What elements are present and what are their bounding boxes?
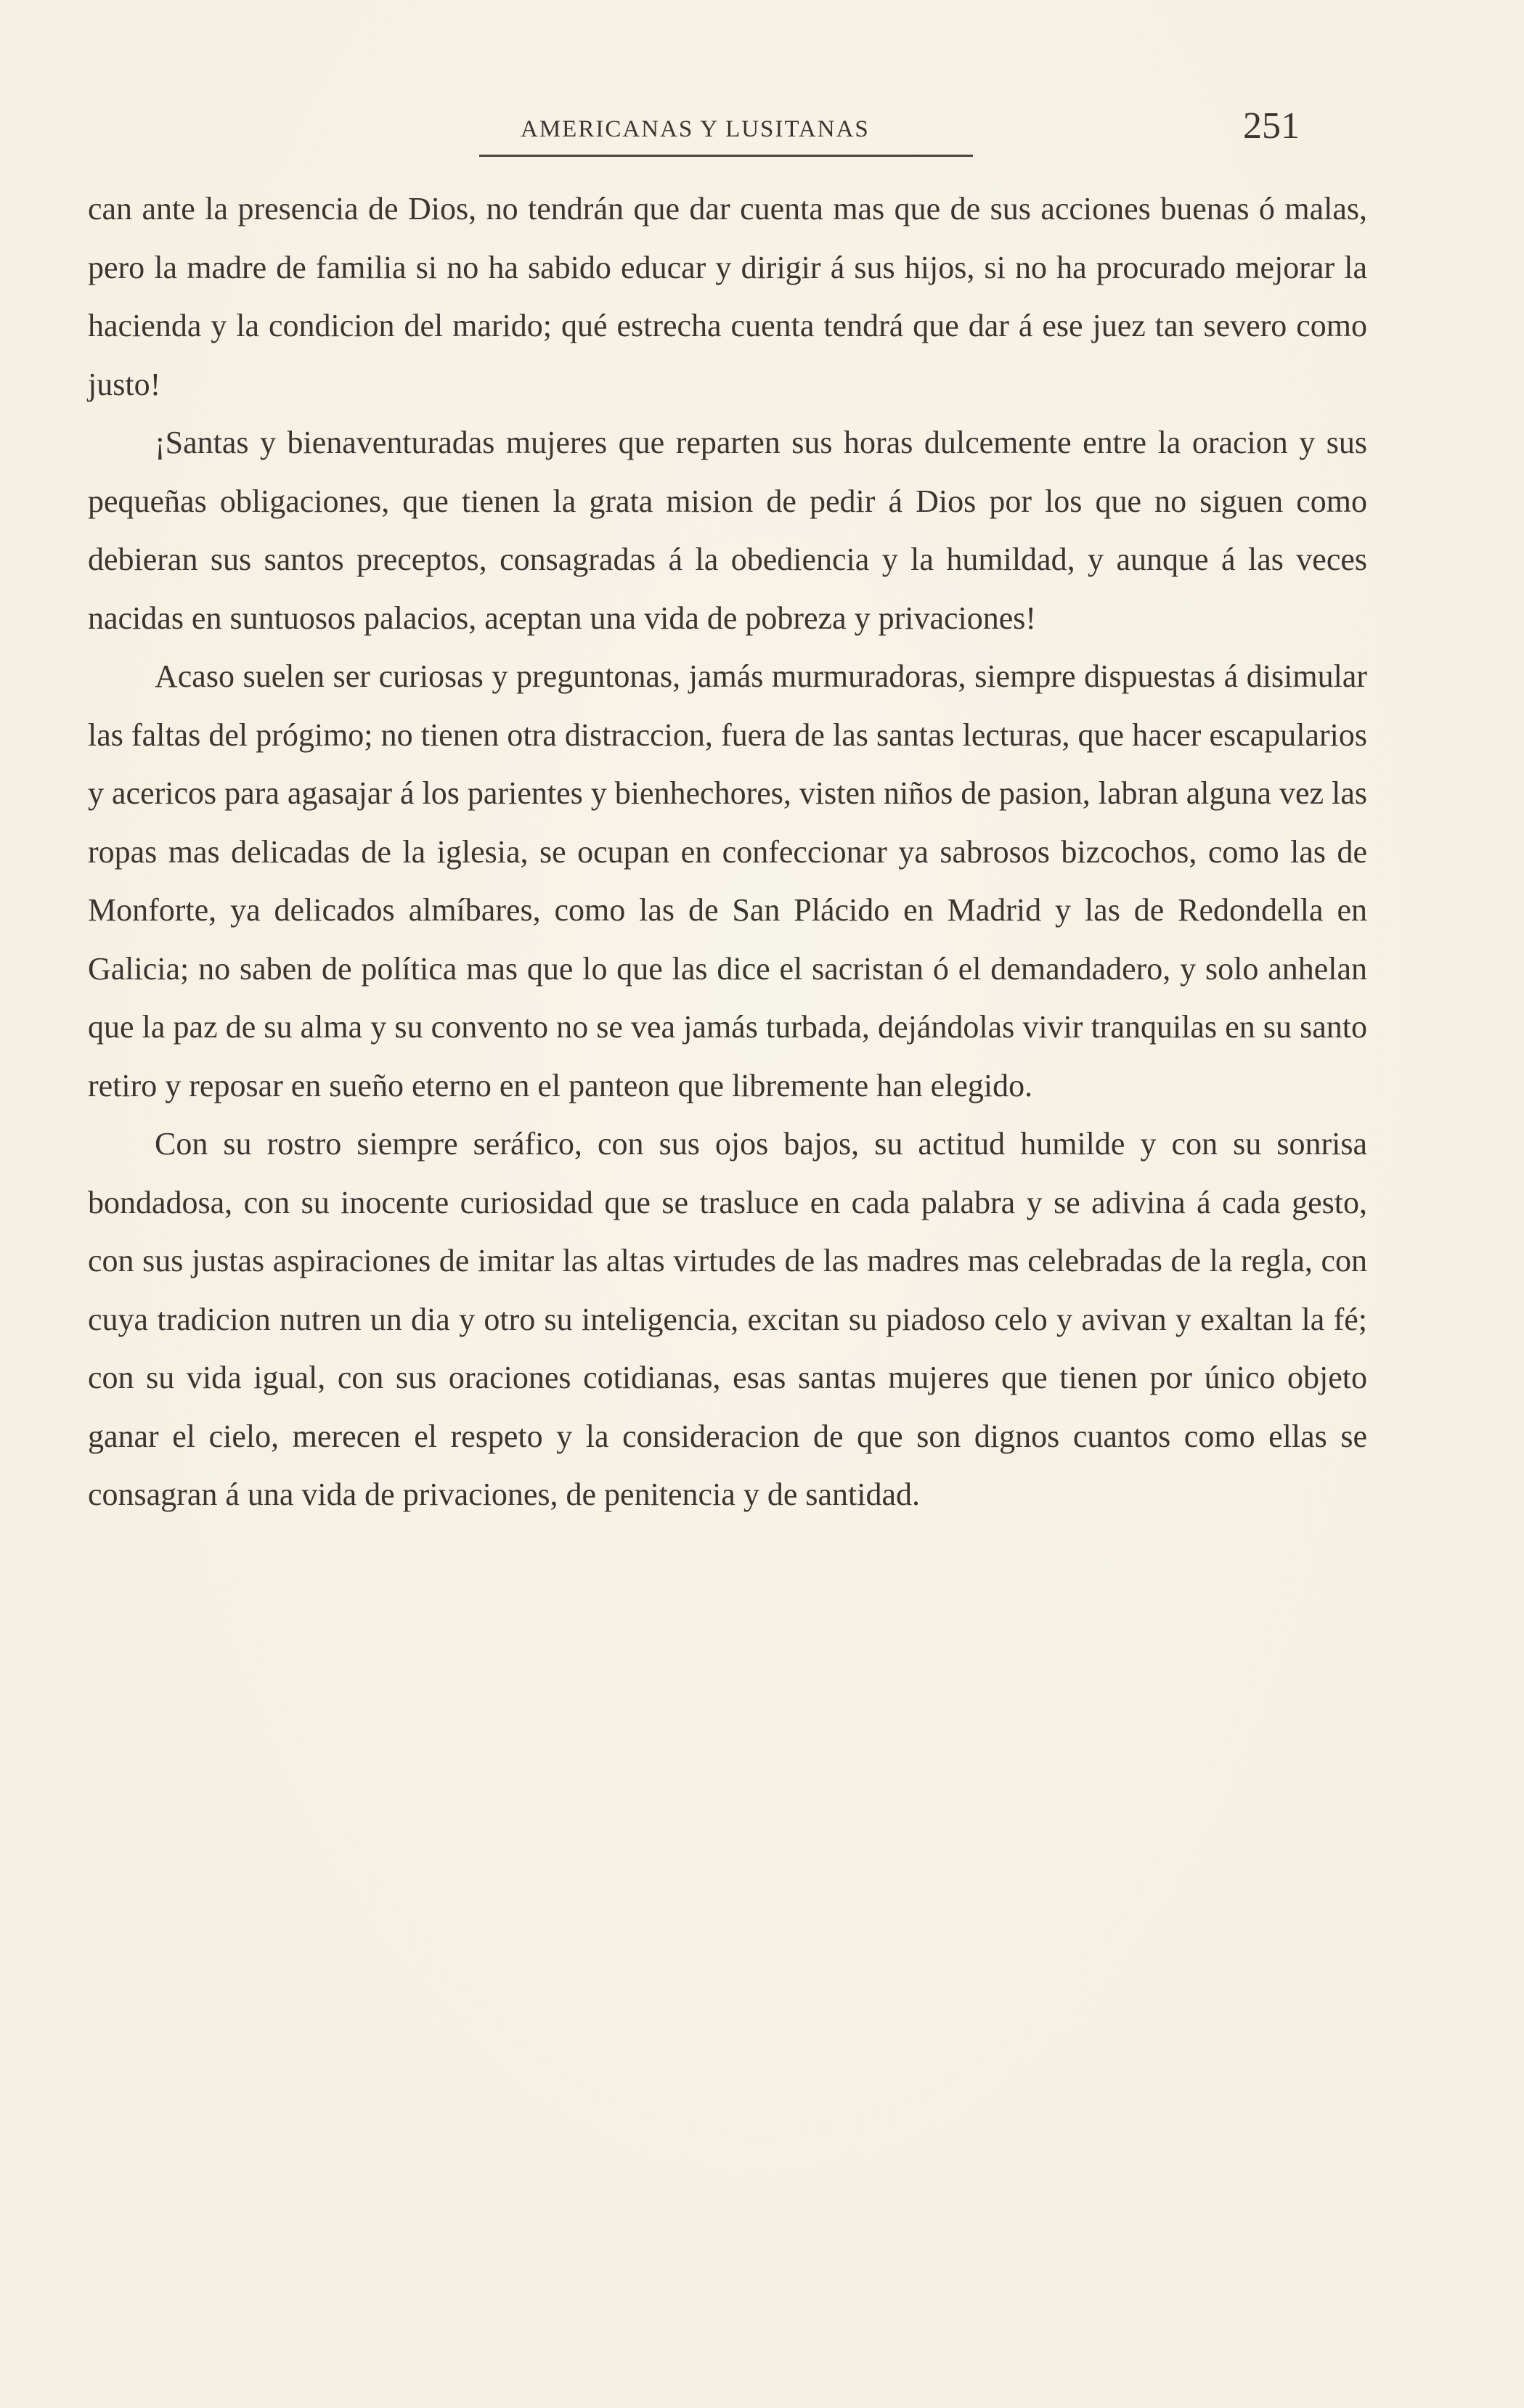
running-title: AMERICANAS Y LUSITANAS <box>521 116 870 142</box>
paragraph-acaso: Acaso suelen ser curiosas y preguntonas, jamás murmuradoras, siempre dispuestas á disimular las faltas del prógimo; no tienen otra distraccion, fuera de las santas lecturas, que hacer escapularios y acericos para agasajar á los parientes y bienhechores, visten niños de pasion, labran alguna vez las ropas mas delicadas de la iglesia, se ocupan en confeccionar ya sabrosos bizcochos, como las de Monforte, ya delicados almíbares, como las de San Plácido en Madrid y las de Redondella en Galicia; no saben de política mas que lo que las dice el sacristan ó el demandadero, y solo anhelan que la paz de su alma y su convento no se vea jamás turbada, dejándolas vivir tranquilas en su santo retiro y reposar en sueño eterno en el panteon que libremente han elegido. <box>88 658 1367 1103</box>
page-header <box>479 102 1300 160</box>
paragraph-con-su-rostro: Con su rostro siempre seráfico, con sus ojos bajos, su actitud humilde y con su sonrisa bondadosa, con su inocente curiosidad que se trasluce en cada palabra y se adivina á cada gesto, con sus justas aspiraciones de imitar las altas virtudes de las madres mas celebradas de la regla, con cuya tradicion nutren un dia y otro su inteligencia, excitan su piadoso celo y avivan y exaltan la fé; con su vida igual, con sus oraciones cotidianas, esas santas mujeres que tienen por único objeto ganar el cielo, merecen el respeto y la consideracion de que son dignos cuantos como ellas se consagran á una vida de privaciones, de penitencia y de santidad. <box>88 1126 1367 1512</box>
header-rule <box>479 155 973 157</box>
paragraph-santas: ¡Santas y bienaventuradas mujeres que reparten sus horas dulcemente entre la oracion y sus pequeñas obligaciones, que tienen la grata mision de pedir á Dios por los que no siguen como debieran sus santos preceptos, consagradas á la obediencia y la humildad, y aunque á las veces nacidas en suntuosos palacios, aceptan una vida de pobreza y privaciones! <box>88 425 1367 636</box>
page-number: 251 <box>1243 105 1300 147</box>
body-text <box>88 180 1367 1525</box>
paragraph-continuation: can ante la presencia de Dios, no tendrán que dar cuenta mas que de sus acciones buenas ó malas, pero la madre de familia si no ha sabido educar y dirigir á sus hijos, si no ha procurado mejorar la hacienda y la condicion del marido; qué estrecha cuenta tendrá que dar á ese juez tan severo como justo! <box>88 191 1367 402</box>
